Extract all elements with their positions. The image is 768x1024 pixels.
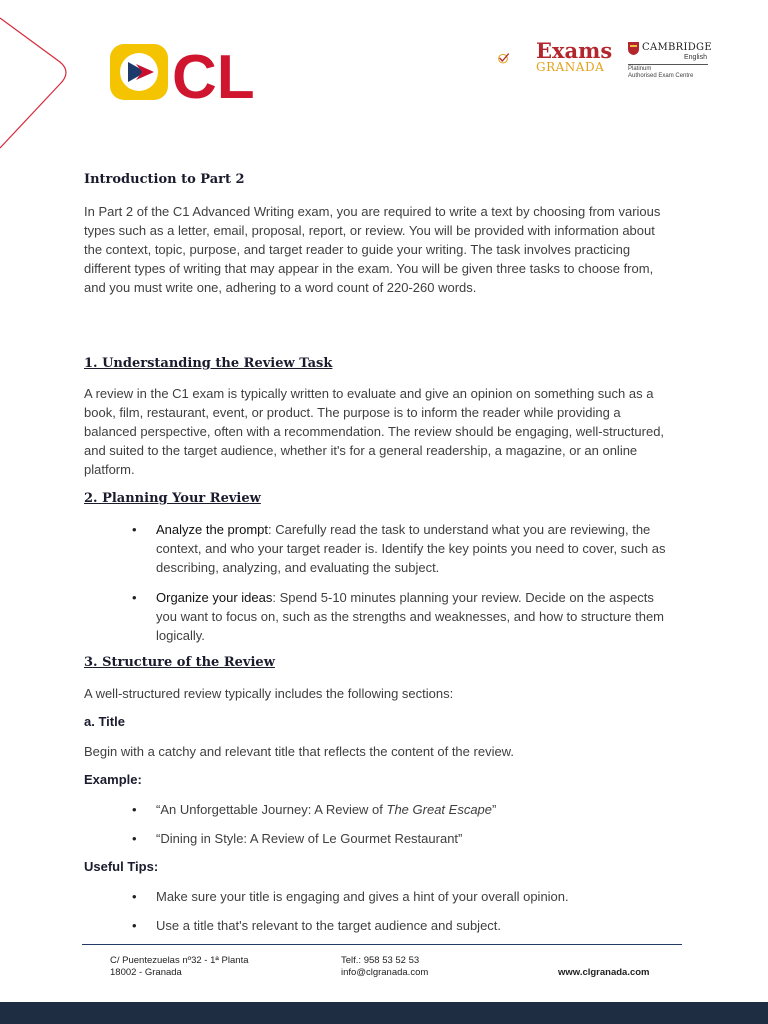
footer-contact bbox=[341, 955, 428, 979]
cambridge-name: CAMBRIDGE bbox=[642, 42, 712, 53]
example-after: ” bbox=[492, 802, 497, 817]
planning-list bbox=[132, 520, 672, 645]
example-list bbox=[132, 800, 672, 848]
cambridge-shield-icon bbox=[628, 42, 639, 55]
section3-heading: 3. Structure of the Review bbox=[84, 655, 275, 670]
cambridge-divider bbox=[628, 64, 708, 65]
address-line-1: C/ Puentezuelas nº32 - 1ª Planta bbox=[110, 955, 249, 966]
section2-heading: 2. Planning Your Review bbox=[84, 491, 261, 506]
corner-arc-decoration bbox=[0, 0, 80, 160]
example-before: “An Unforgettable Journey: A Review of bbox=[156, 802, 387, 817]
list-item bbox=[132, 887, 672, 906]
intro-heading: Introduction to Part 2 bbox=[84, 172, 245, 187]
list-item bbox=[132, 588, 672, 645]
footer-phone: Telf.: 958 53 52 53 bbox=[341, 955, 420, 966]
tip-text: Make sure your title is engaging and gives a hint of your overall opinion. bbox=[156, 889, 569, 904]
example-text: “Dining in Style: A Review of Le Gourmet Restaurant” bbox=[156, 831, 463, 846]
cambridge-centre: Authorised Exam Centre bbox=[628, 73, 694, 79]
cambridge-platinum: Platinum bbox=[628, 66, 652, 72]
example-label-text: Example bbox=[84, 772, 138, 787]
intro-paragraph: In Part 2 of the C1 Advanced Writing exam, you are required to write a text by choosing from various types such as a letter, email, proposal, report, or review. You will be provided with information about the context, topic, purpose, and target reader to guide your writing. The task involves practicing different types of writing that may appear in the exam. You will be given three tasks to choose from, and you must write one, adhering to a word count of 220-260 words. bbox=[84, 204, 661, 295]
list-item bbox=[132, 800, 672, 819]
tips-list bbox=[132, 887, 672, 935]
cambridge-english: English bbox=[684, 54, 707, 61]
list-item bbox=[132, 829, 672, 848]
title-paragraph: Begin with a catchy and relevant title that reflects the content of the review. bbox=[84, 744, 514, 759]
example-italic-title: The Great Escape bbox=[386, 802, 493, 817]
tips-label-text: Useful Tips bbox=[84, 859, 154, 874]
section1-paragraph: A review in the C1 exam is typically written to evaluate and give an opinion on something such as a book, film, restaurant, event, or product. The purpose is to inform the reader while providing a balanced perspective, often with a recommendation. The review should be engaging, well-structured, and suited to the target audience, whether it's for a general readership, a magazine, or an online platform. bbox=[84, 386, 665, 477]
section3-intro: A well-structured review typically includes the following sections: bbox=[84, 686, 454, 701]
list-item-lead: Analyze the prompt bbox=[156, 522, 269, 537]
footer-divider bbox=[82, 944, 682, 945]
list-item-text: : Carefully read the task to understand what you are reviewing, the context, and who your target reader is. Identify the key points you need to cover, such as describing, analyzing, and evaluating the subject. bbox=[156, 522, 666, 575]
tips-label-colon: : bbox=[153, 859, 159, 874]
example-label-colon: : bbox=[137, 772, 142, 787]
list-item bbox=[132, 520, 672, 577]
list-item bbox=[132, 916, 672, 935]
footer-address bbox=[110, 955, 249, 979]
title-subheading: a. Title bbox=[84, 714, 125, 729]
exams-logo-word: Exams bbox=[536, 38, 613, 63]
example-label bbox=[84, 772, 142, 787]
exams-logo-granada: GRANADA bbox=[536, 60, 605, 74]
exams-checkmark-icon bbox=[497, 40, 537, 76]
footer-bar bbox=[0, 1002, 768, 1024]
cl-logo-text: CL bbox=[172, 43, 255, 104]
list-item-text: : Spend 5-10 minutes planning your review. Decide on the aspects you want to focus on, such as the strengths and weaknesses, and how to structure them logically. bbox=[156, 590, 665, 643]
tips-label bbox=[84, 859, 158, 874]
tip-text: Use a title that's relevant to the target audience and subject. bbox=[156, 918, 502, 933]
address-line-2: 18002 - Granada bbox=[110, 967, 182, 978]
footer-website[interactable]: www.clgranada.com bbox=[558, 967, 650, 978]
section1-heading: 1. Understanding the Review Task bbox=[84, 356, 333, 371]
list-item-lead: Organize your ideas bbox=[156, 590, 273, 605]
cl-logo bbox=[110, 42, 280, 104]
footer-email-link[interactable]: info@clgranada.com bbox=[341, 967, 429, 978]
